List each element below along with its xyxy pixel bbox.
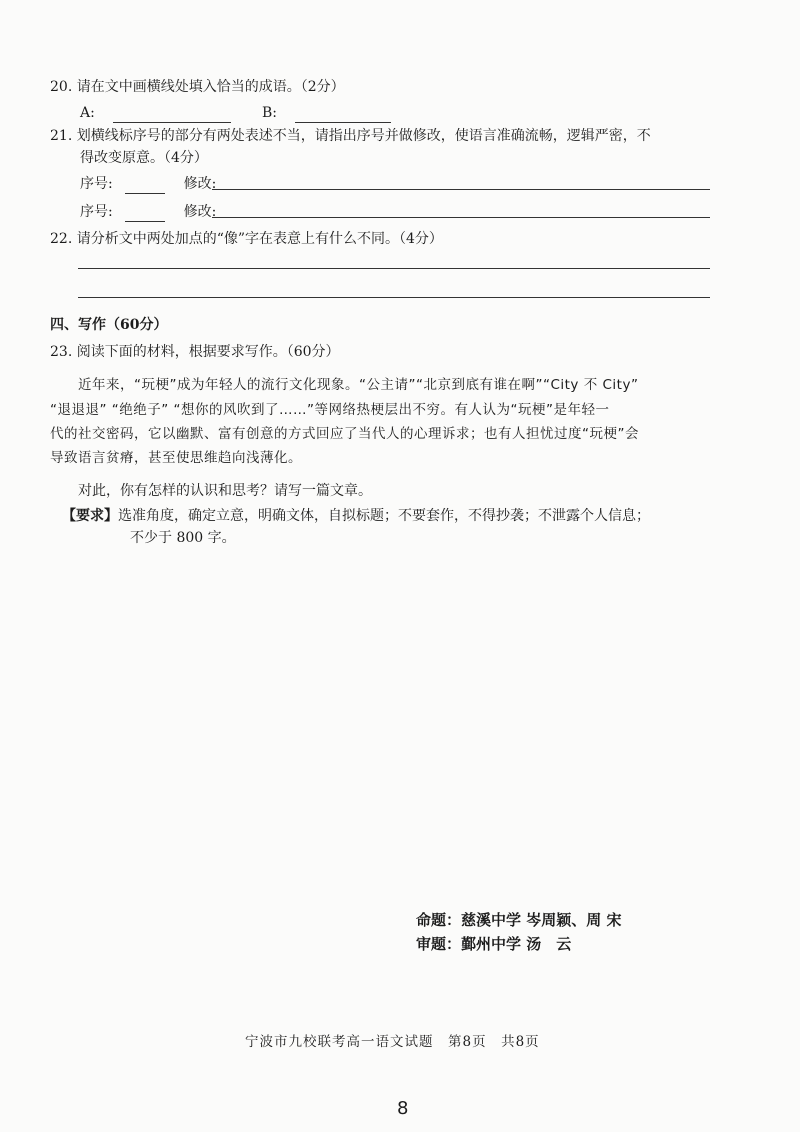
q20-a-blank[interactable] [113,108,231,123]
page-footer: 宁波市九校联考高一语文试题 第8页 共8页 [245,1034,540,1050]
material-line-1: 近年来，“玩梗”成为年轻人的流行文化现象。“公主请”“北京到底有谁在啊”“City 不 City” [78,377,639,393]
q21-fix-label: 修改: [183,176,217,192]
q21-line2: 得改变原意。（4分） [80,150,208,166]
requirements-label: 【要求】 [62,508,118,524]
q21-seq-label-2: 序号: [80,204,113,220]
q21-fix-line-2[interactable] [212,217,710,218]
q20-a-label: A: [80,105,95,121]
q21-row2 [80,202,216,222]
q22-answer-line-1[interactable] [78,268,710,269]
q21-fix-label-2: 修改: [183,204,217,220]
section4-title: 四、写作（60分） [50,317,168,333]
q21-line1: 21. 划横线标序号的部分有两处表述不当，请指出序号并做修改，使语言准确流畅，逻辑严密，不 [50,128,651,144]
q20-text: 20. 请在文中画横线处填入恰当的成语。（2分） [50,79,345,95]
reviewer-credit: 审题：鄞州中学 汤 云 [416,935,572,953]
material-line-3: 代的社交密码，它以幽默、富有创意的方式回应了当代人的心理诉求；也有人担忧过度“玩梗”会 [50,426,639,442]
q23-text: 23. 阅读下面的材料，根据要求写作。（60分） [50,344,340,360]
page-number: 8 [397,1098,409,1119]
requirements-text: 选准角度，确定立意，明确文体，自拟标题；不要套作，不得抄袭；不泄露个人信息； [118,508,650,524]
q21-seq-blank-1[interactable] [125,179,165,194]
q21-seq-blank-2[interactable] [125,207,165,222]
author-credit: 命题：慈溪中学 岑周颖、周 宋 [416,911,622,929]
q21-fix-line-1[interactable] [212,189,710,190]
material-line-4: 导致语言贫瘠，甚至使思维趋向浅薄化。 [50,450,302,466]
q23-requirements [62,506,650,526]
q21-row1 [80,174,216,194]
q20-b-label: B: [262,105,278,121]
q20-answer-a [80,103,231,123]
q20-answer-b [262,103,391,123]
q22-text: 22. 请分析文中两处加点的“像”字在表意上有什么不同。（4分） [50,231,443,247]
q21-seq-label: 序号: [80,176,113,192]
q20-b-blank[interactable] [295,108,391,123]
q22-answer-line-2[interactable] [78,297,710,298]
q23-prompt: 对此，你有怎样的认识和思考？请写一篇文章。 [78,483,372,499]
material-line-2: “退退退” “绝绝子” “想你的风吹到了……”等网络热梗层出不穷。有人认为“玩梗”是年轻一 [50,402,610,418]
requirements-text-2: 不少于 800 字。 [130,530,236,546]
